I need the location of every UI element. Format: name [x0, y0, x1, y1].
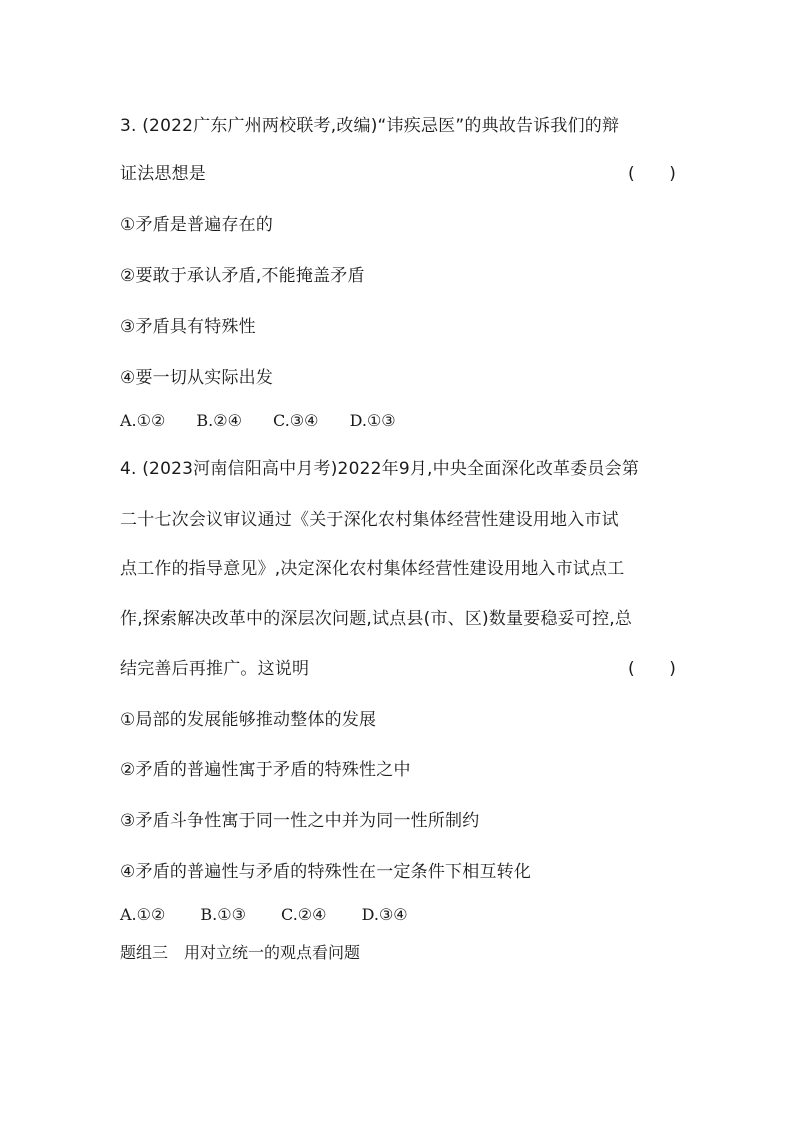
- q4-stem-line-2: 二十七次会议审议通过《关于深化农村集体经营性建设用地入市试: [120, 510, 619, 530]
- q4-stem-line-4: 作,探索解决改革中的深层次问题,试点县(市、区)数量要稳妥可控,总: [120, 609, 633, 629]
- q3-option-1: ①矛盾是普遍存在的: [120, 215, 274, 235]
- q4-option-1: ①局部的发展能够推动整体的发展: [120, 710, 377, 730]
- q3-choices: [120, 410, 422, 432]
- q4-option-4: ④矛盾的普遍性与矛盾的特殊性在一定条件下相互转化: [120, 862, 532, 882]
- q3-option-2: ②要敢于承认矛盾,不能掩盖矛盾: [120, 266, 365, 286]
- q3-stem-line-1: 3. (2022广东广州两校联考,改编)“讳疾忌医”的典故告诉我们的辩: [120, 116, 620, 136]
- q3-option-3: ③矛盾具有特殊性: [120, 317, 256, 337]
- q4-stem-line-1: 4. (2023河南信阳高中月考)2022年9月,中央全面深化改革委员会第: [120, 459, 640, 479]
- q4-choice-d: D.③④: [361, 905, 408, 924]
- q3-option-4: ④要一切从实际出发: [120, 368, 274, 388]
- q4-stem-text: 结完善后再推广。这说明: [120, 659, 310, 679]
- q3-choice-b: B.②④: [196, 411, 242, 430]
- q3-choice-d: D.①③: [349, 411, 396, 430]
- q3-stem-line-2: [120, 162, 680, 186]
- q4-choice-a: A.①②: [120, 905, 166, 924]
- q4-choices: [120, 904, 438, 926]
- q4-choice-b: B.①③: [200, 905, 246, 924]
- q3-answer-blank: ( ): [628, 164, 677, 184]
- section-heading: 题组三 用对立统一的观点看问题: [120, 943, 361, 962]
- q4-option-3: ③矛盾斗争性寓于同一性之中并为同一性所制约: [120, 811, 480, 831]
- q4-stem-line-5: [120, 657, 680, 681]
- q3-stem-text: 证法思想是: [120, 164, 206, 184]
- q3-choice-a: A.①②: [120, 411, 166, 430]
- q4-stem-line-3: 点工作的指导意见》,决定深化农村集体经营性建设用地入市试点工: [120, 559, 625, 579]
- q3-choice-c: C.③④: [273, 411, 319, 430]
- q4-answer-blank: ( ): [628, 659, 677, 679]
- q4-choice-c: C.②④: [281, 905, 327, 924]
- q4-option-2: ②矛盾的普遍性寓于矛盾的特殊性之中: [120, 760, 411, 780]
